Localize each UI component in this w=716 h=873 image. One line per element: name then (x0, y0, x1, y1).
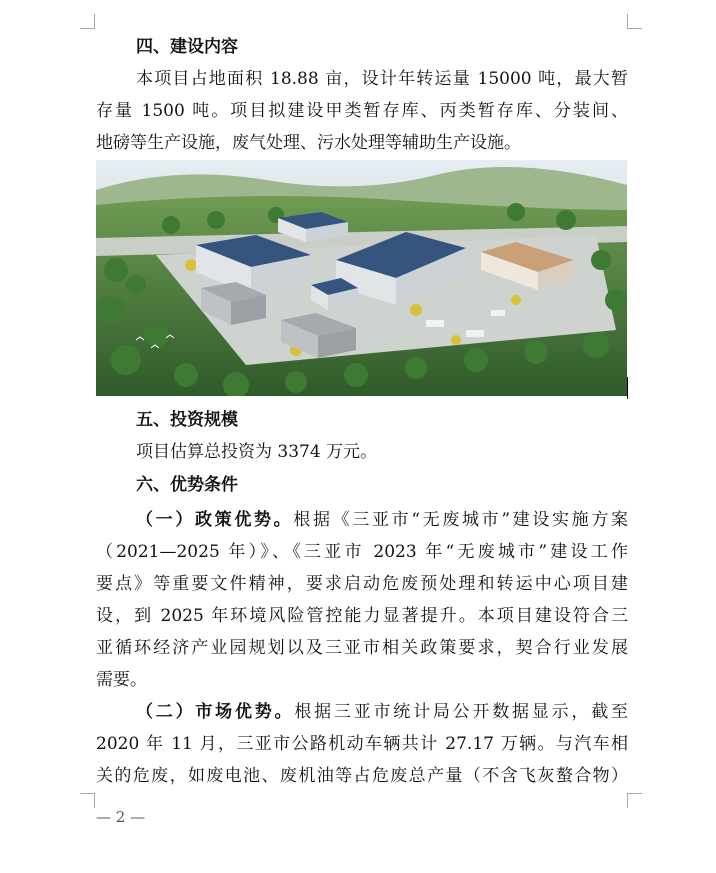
facility-aerial-rendering (96, 160, 627, 396)
paragraph-line: 设，到 2025 年环境风险管控能力显著提升。本项目建设符合三 (96, 606, 628, 626)
corner-mark-top-right (627, 14, 642, 29)
paragraph-line: 项目估算总投资为 3374 万元。 (136, 442, 378, 462)
paragraph-line (96, 504, 628, 536)
section-heading-advantages: 六、优势条件 (136, 475, 238, 495)
paragraph-line: （2021—2025 年）》、《三亚市 2023 年“无废城市”建设工作 (96, 542, 628, 562)
section-heading-construction: 四、建设内容 (136, 37, 238, 57)
page-number: — 2 — (96, 808, 146, 826)
paragraph-line: 关的危废，如废电池、废机油等占危废总产量（不含飞灰螯合物） (96, 766, 628, 786)
policy-text: 根据《三亚市“无废城市”建设实施方案 (293, 510, 628, 530)
paragraph-line: 需要。 (96, 670, 147, 690)
corner-mark-top-left (80, 14, 95, 29)
corner-mark-bottom-left (80, 793, 95, 808)
corner-mark-bottom-right (627, 793, 642, 808)
paragraph-line: 亚循环经济产业园规划以及三亚市相关政策要求，契合行业发展 (96, 638, 628, 658)
market-text: 根据三亚市统计局公开数据显示，截至 (294, 702, 628, 722)
paragraph-line (96, 696, 628, 728)
rendering-graphic (96, 160, 627, 396)
paragraph-line: 地磅等生产设施，废气处理、污水处理等辅助生产设施。 (96, 133, 521, 153)
paragraph-line: 本项目占地面积 18.88 亩，设计年转运量 15000 吨，最大暂 (136, 69, 628, 89)
market-advantage-label: （二）市场优势。 (136, 702, 295, 722)
paragraph-line: 2020 年 11 月，三亚市公路机动车辆共计 27.17 万辆。与汽车相 (96, 734, 628, 754)
paragraph-line: 要点》等重要文件精神，要求启动危废预处理和转运中心项目建 (96, 574, 628, 594)
text-cursor (627, 377, 628, 399)
policy-advantage-label: （一）政策优势。 (136, 510, 294, 530)
paragraph-line: 存量 1500 吨。项目拟建设甲类暂存库、丙类暂存库、分装间、 (96, 101, 628, 121)
section-heading-investment: 五、投资规模 (136, 410, 238, 430)
